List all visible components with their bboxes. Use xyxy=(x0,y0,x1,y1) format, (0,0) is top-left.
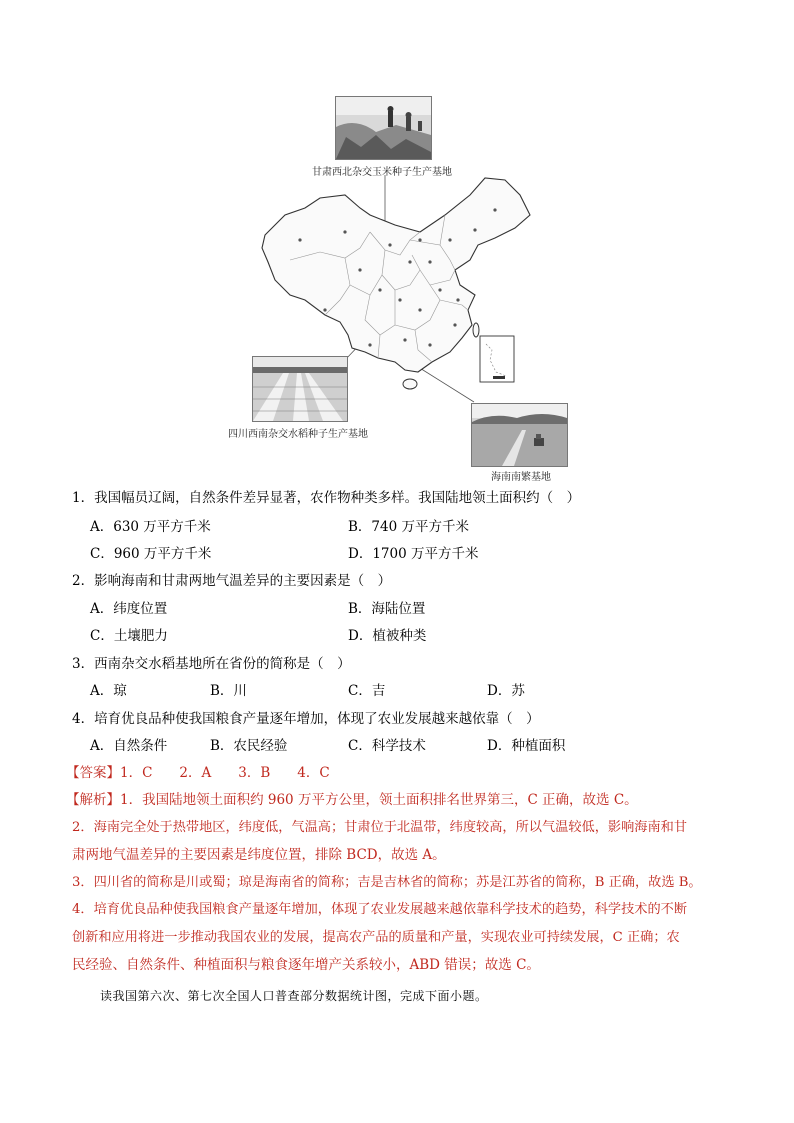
question-2-option-b: B．海陆位置 xyxy=(348,601,426,617)
question-4-option-b: B．农民经验 xyxy=(210,738,288,754)
question-4-option-d: D．种植面积 xyxy=(487,738,566,754)
caption-hainan: 海南南繁基地 xyxy=(491,472,551,483)
question-2-option-d: D．植被种类 xyxy=(348,628,427,644)
caption-gansu: 甘肃西北杂交玉米种子生产基地 xyxy=(312,167,452,178)
question-2-option-a: A．纬度位置 xyxy=(90,601,168,617)
question-4-option-c: C．科学技术 xyxy=(348,738,426,754)
analysis-line-6: 创新和应用将进一步推动我国农业的发展，提高农产品的质量和产量，实现农业可持续发展，C 正确；农 xyxy=(72,930,680,945)
hainan-breeding-base-photo xyxy=(471,403,568,467)
question-3-option-c: C．吉 xyxy=(348,683,386,699)
question-3-stem: 3．西南杂交水稻基地所在省份的简称是（ ） xyxy=(72,656,351,672)
question-1-option-c: C．960 万平方千米 xyxy=(90,546,212,562)
question-4-stem: 4．培育优良品种使我国粮食产量逐年增加，体现了农业发展越来越依靠（ ） xyxy=(72,711,540,727)
answer-label: 【答案】 xyxy=(66,765,120,781)
analysis-line-2: 2．海南完全处于热带地区，纬度低，气温高；甘肃位于北温带，纬度较高，所以气温较低，影响海南和甘 xyxy=(72,820,688,835)
caption-sichuan: 四川西南杂交水稻种子生产基地 xyxy=(228,429,368,440)
next-section-intro: 读我国第六次、第七次全国人口普查部分数据统计图，完成下面小题。 xyxy=(100,989,488,1003)
question-3-option-b: B．川 xyxy=(210,683,247,699)
china-map xyxy=(0,0,794,480)
question-3-option-a: A．琼 xyxy=(90,683,127,699)
question-1-stem: 1．我国幅员辽阔，自然条件差异显著，农作物种类多样。我国陆地领土面积约（ ） xyxy=(72,490,581,506)
analysis-label: 【解析】 xyxy=(66,792,120,808)
analysis-line-1 xyxy=(66,791,638,809)
analysis-line-5: 4．培育优良品种使我国粮食产量逐年增加，体现了农业发展越来越依靠科学技术的趋势，科学技术的不断 xyxy=(72,902,688,917)
answer-text: 1．C 2．A 3．B 4．C xyxy=(120,765,330,781)
china-seed-base-figure xyxy=(0,0,794,483)
answer-line xyxy=(66,764,330,782)
question-1-option-b: B．740 万平方千米 xyxy=(348,519,469,535)
question-1-option-a: A．630 万平方千米 xyxy=(90,519,211,535)
question-3-option-d: D．苏 xyxy=(487,683,525,699)
sichuan-rice-seed-photo xyxy=(252,356,348,422)
question-2-option-c: C．土壤肥力 xyxy=(90,628,168,644)
question-1-option-d: D．1700 万平方千米 xyxy=(348,546,479,562)
analysis-line-7: 民经验、自然条件、种植面积与粮食逐年增产关系较小，ABD 错误；故选 C。 xyxy=(72,957,540,973)
analysis-line-4: 3．四川省的简称是川或蜀；琼是海南省的简称；吉是吉林省的简称；苏是江苏省的简称，B 正确，故选 B。 xyxy=(72,875,702,890)
analysis-text-1: 1．我国陆地领土面积约 960 万平方公里，领土面积排名世界第三，C 正确，故选 C。 xyxy=(120,792,638,808)
question-2-stem: 2．影响海南和甘肃两地气温差异的主要因素是（ ） xyxy=(72,573,392,589)
analysis-line-3: 肃两地气温差异的主要因素是纬度位置，排除 BCD，故选 A。 xyxy=(72,847,446,863)
question-4-option-a: A．自然条件 xyxy=(90,738,168,754)
